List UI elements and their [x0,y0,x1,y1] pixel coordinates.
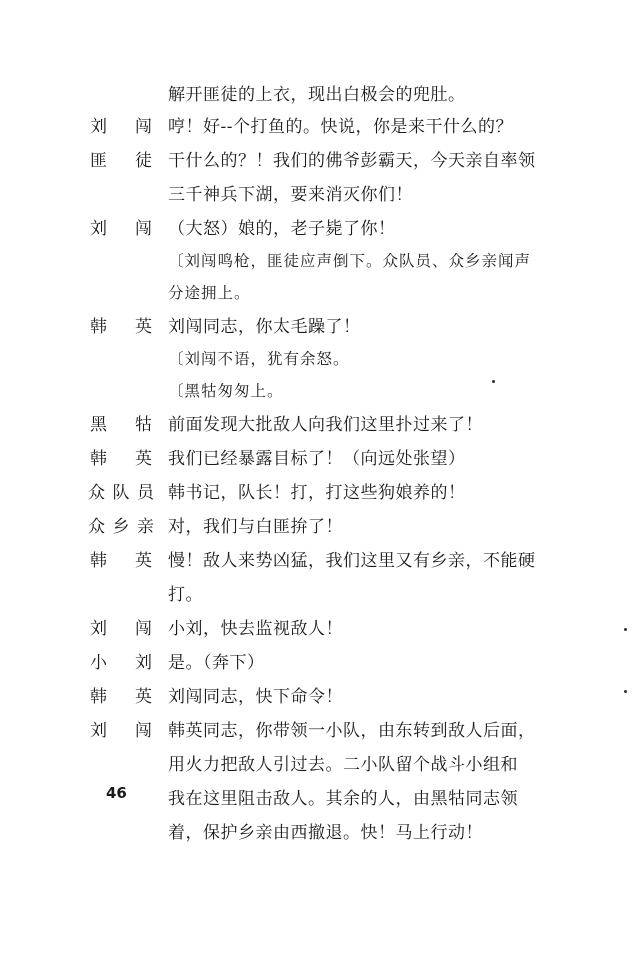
dialogue-line [0,510,640,544]
dialogue-line [0,714,640,748]
dialogue-line [0,612,640,646]
dialogue-line [0,144,640,178]
speaker-name: 刘 闯 [90,117,152,137]
dialogue-line [0,408,640,442]
line-text: 韩书记，队长！打，打这些狗娘养的！ [168,483,466,503]
speaker-name: 小 刘 [90,653,152,673]
line-text: 打。 [168,585,203,605]
dialogue-line [0,476,640,510]
speaker-name: 众 队 员 [88,483,154,503]
page-number: 46 [106,784,127,802]
stage-direction-text: 〔刘闯鸣枪，匪徒应声倒下。众队员、众乡亲闻声 [168,252,532,270]
line-text: 刘闯同志，快下命令！ [168,687,343,707]
dialogue-line [0,212,640,246]
dialogue-line [0,748,640,782]
line-text: 是。（奔下） [168,653,265,673]
scan-speck [624,628,627,631]
dialogue-line [0,816,640,850]
stage-direction-text: 〔刘闯不语，犹有余怒。 [168,350,350,368]
line-text: 韩英同志，你带领一小队，由东转到敌人后面， [168,721,536,741]
line-text: 用火力把敌人引过去。二小队留个战斗小组和 [168,755,518,775]
scan-speck [624,690,627,693]
speaker-name: 刘 闯 [90,721,152,741]
dialogue-line [0,110,640,144]
line-text: 慢！敌人来势凶猛，我们这里又有乡亲，不能硬 [168,551,536,571]
speaker-name: 匪 徒 [90,151,152,171]
line-text: 刘闯同志，你太毛躁了！ [168,317,361,337]
line-text: 着，保护乡亲由西撤退。快！马上行动！ [168,823,483,843]
stage-direction-text: 分途拥上。 [168,284,251,302]
line-text: 小刘，快去监视敌人！ [168,619,343,639]
speaker-name: 韩 英 [90,317,152,337]
line-text: 前面发现大批敌人向我们这里扑过来了！ [168,415,483,435]
speaker-name: 韩 英 [90,687,152,707]
line-text: 我们已经暴露目标了！（向远处张望） [168,449,466,469]
stage-direction-line [0,374,640,408]
line-text: 哼！好--个打鱼的。快说，你是来干什么的？ [168,117,513,137]
dialogue-line [0,782,640,816]
stage-direction-line [0,342,640,376]
dialogue-line [0,544,640,578]
line-text: 我在这里阻击敌人。其余的人，由黑牯同志领 [168,789,518,809]
dialogue-line [0,578,640,612]
stage-direction-text: 〔黑牯匆匆上。 [168,382,284,400]
line-text: 三千神兵下湖，要来消灭你们！ [168,185,413,205]
dialogue-line [0,680,640,714]
dialogue-line [0,646,640,680]
speaker-name: 刘 闯 [90,219,152,239]
line-text: 干什么的？！我们的佛爷彭霸天，今天亲自率领 [168,151,536,171]
speaker-name: 刘 闯 [90,619,152,639]
line-text: 解开匪徒的上衣，现出白极会的兜肚。 [168,85,466,105]
speaker-name: 黑 牯 [90,415,152,435]
speaker-name: 众 乡 亲 [88,517,154,537]
stage-direction-line [0,276,640,310]
dialogue-line [0,78,640,112]
speaker-name: 韩 英 [90,449,152,469]
line-text: （大怒）娘的，老子毙了你！ [168,219,396,239]
dialogue-line [0,178,640,212]
dialogue-line [0,310,640,344]
stage-direction-line [0,244,640,278]
dialogue-line [0,442,640,476]
speaker-name: 韩 英 [90,551,152,571]
line-text: 对，我们与白匪拚了！ [168,517,343,537]
scan-speck [492,380,495,383]
